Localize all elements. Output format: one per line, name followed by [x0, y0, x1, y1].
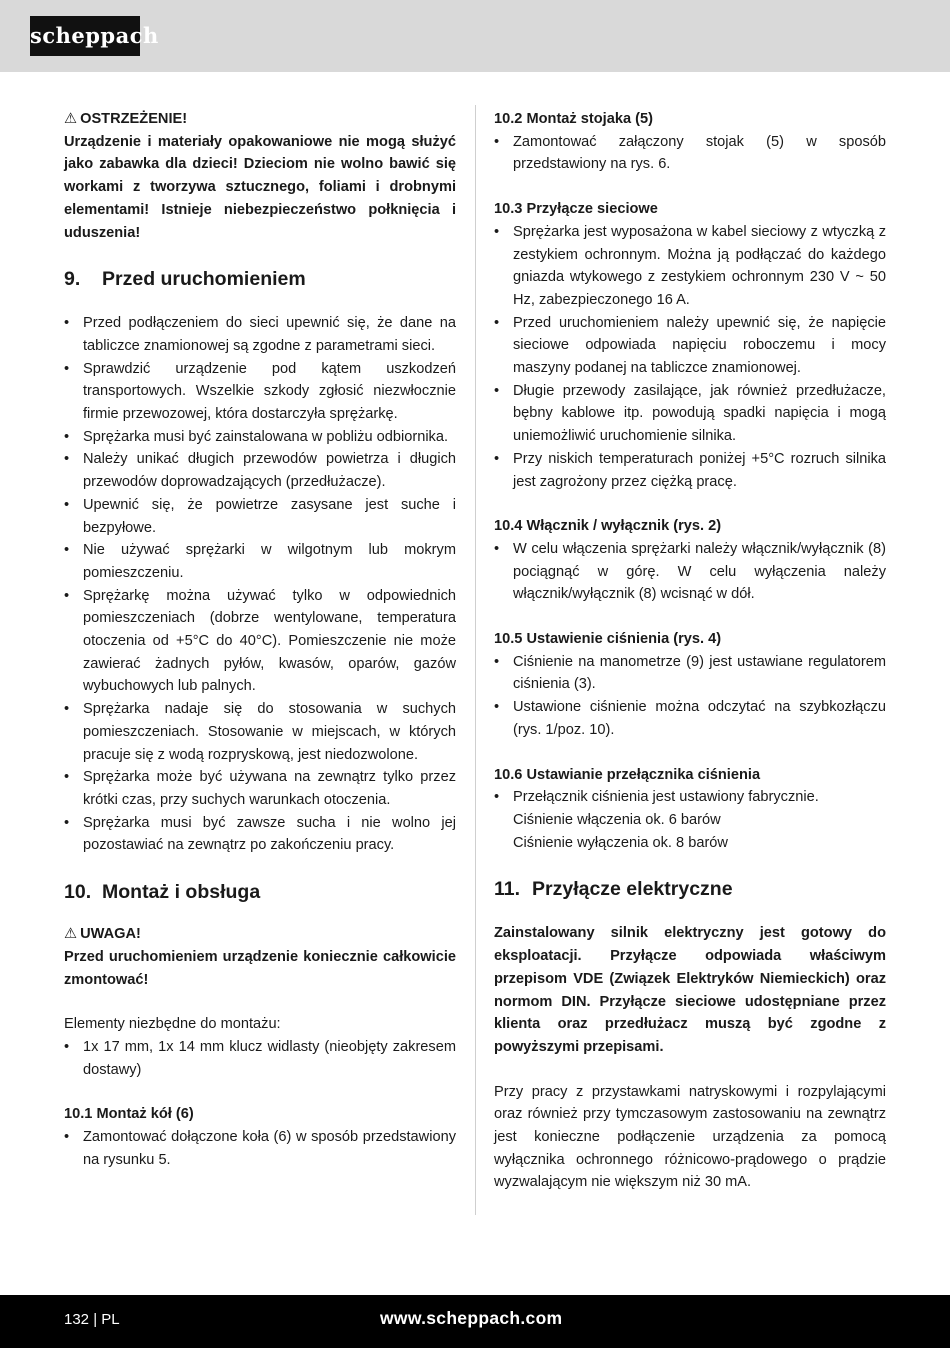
list-item: • Przed uruchomieniem należy upewnić się, że napięcie sieciowe odpowiada napięciu roboczemu i mocy maszyny podanej na tabliczce znamionowej.: [494, 312, 886, 380]
subsection-title: 10.3 Przyłącze sieciowe: [494, 201, 658, 218]
section-number: 10.: [64, 881, 92, 904]
subsection-title: 10.6 Ustawianie przełącznika ciśnienia: [494, 766, 761, 783]
subsection-title: 10.5 Ustawienie ciśnienia (rys. 4): [494, 631, 722, 648]
list-item: • Należy unikać długich przewodów powietrza i długich przewodów doprowadzających (przedłużacze).: [64, 448, 456, 493]
website-link[interactable]: www.scheppach.com: [380, 1308, 563, 1328]
elements-intro: Elementy niezbędne do montażu:: [64, 1016, 281, 1033]
list-item: • Sprężarka jest wyposażona w kabel sieciowy z wtyczką z zestykiem ochronnym. Można ją podłączać do każdego gniazda wtykowego z zestykiem ochronnym 230 V ~ 50 Hz, zabezpieczonego 16 A.: [494, 221, 886, 312]
list-item: • W celu włączenia sprężarki należy włącznik/wyłącznik (8) pociągnąć w górę. W celu wyłączenia należy włącznik/wyłącznik (8) wcisnąć w dół.: [494, 538, 886, 606]
warning-title: OSTRZEŻENIE!: [80, 111, 188, 127]
list-item: • Długie przewody zasilające, jak również przedłużacze, bębny kablowe itp. powodują spadki napięcia i mogą uniemożliwić uruchomienie silnika.: [494, 380, 886, 448]
footer-bar: [0, 1295, 950, 1348]
bullet-list: [494, 221, 886, 493]
subsection-title: 10.1 Montaż kół (6): [64, 1106, 194, 1123]
subsection-title: 10.4 Włącznik / wyłącznik (rys. 2): [494, 518, 722, 535]
warning-triangle-icon: ⚠: [64, 926, 78, 943]
section-title: Przyłącze elektryczne: [532, 878, 733, 901]
warning-triangle-icon: ⚠: [64, 111, 78, 127]
section-number: 9.: [64, 268, 81, 291]
list-item: • Przed podłączeniem do sieci upewnić się, że dane na tabliczce znamionowej są zgodne z parametrami sieci.: [64, 312, 456, 357]
brand-logo: scheppach: [30, 16, 140, 56]
list-item: • 1x 17 mm, 1x 14 mm klucz widlasty (nieobjęty zakresem dostawy): [64, 1036, 456, 1081]
bold-paragraph: Zainstalowany silnik elektryczny jest gotowy do eksploatacji. Przyłącze odpowiada właściwym przepisom VDE (Związek Elektryków Niemieckich) oraz normom DIN. Przyłącze sieciowe udostępniane przez klienta oraz przedłużacz muszą być zgodne z powyższymi przepisami.: [494, 925, 886, 1055]
list-item: • Ciśnienie na manometrze (9) jest ustawiane regulatorem ciśnienia (3).: [494, 651, 886, 696]
switch-on-pressure: Ciśnienie włączenia ok. 6 barów: [513, 811, 721, 828]
bullet-list: [494, 786, 886, 809]
section-title: Montaż i obsługa: [102, 881, 261, 904]
list-item: • Nie używać sprężarki w wilgotnym lub mokrym pomieszczeniu.: [64, 539, 456, 584]
column-divider: [475, 105, 476, 1215]
section-heading: [64, 266, 456, 292]
right-column: [494, 108, 886, 1194]
bullet-list: [494, 131, 886, 176]
list-item: • Sprężarkę można używać tylko w odpowiednich pomieszczeniach (dobrze wentylowane, temperatura otoczenia od +5°C do 40°C). Pomieszczenie nie może zawierać żadnych pyłów, kwasów, oparów, gazów wybuchowych lub palnych.: [64, 585, 456, 699]
bullet-list: [64, 1036, 456, 1081]
warning-block: [64, 108, 456, 244]
header-bar: [0, 0, 950, 72]
list-item: • Ustawione ciśnienie można odczytać na szybkozłączu (rys. 1/poz. 10).: [494, 696, 886, 741]
list-item: • Sprawdzić urządzenie pod kątem uszkodzeń transportowych. Wszelkie szkody zgłosić niezwłocznie firmie przewozowej, która dostarczyła sprężarkę.: [64, 358, 456, 426]
section-number: 11.: [494, 878, 521, 901]
subsection-title: 10.2 Montaż stojaka (5): [494, 111, 653, 127]
list-item: • Sprężarka musi być zawsze sucha i nie wolno jej pozostawiać na zewnątrz po zakończeniu pracy.: [64, 812, 456, 857]
warning-text: Przed uruchomieniem urządzenie koniecznie całkowicie zmontować!: [64, 948, 456, 988]
list-item: • Upewnić się, że powietrze zasysane jest suche i bezpyłowe.: [64, 494, 456, 539]
section-heading: [64, 879, 456, 905]
list-item: • Zamontować dołączone koła (6) w sposób przedstawiony na rysunku 5.: [64, 1126, 456, 1171]
bullet-list: [494, 538, 886, 606]
section-heading: [494, 876, 886, 902]
list-item: • Sprężarka może być używana na zewnątrz tylko przez krótki czas, przy suchych warunkach otoczenia.: [64, 766, 456, 811]
switch-off-pressure: Ciśnienie wyłączenia ok. 8 barów: [513, 834, 728, 851]
list-item: • Przełącznik ciśnienia jest ustawiony fabrycznie.: [494, 786, 886, 809]
bullet-list: [64, 312, 456, 857]
page-number: 132 | PL: [64, 1311, 120, 1328]
warning-block: [64, 923, 456, 991]
warning-title: UWAGA!: [80, 926, 141, 943]
list-item: • Sprężarka nadaje się do stosowania w suchych pomieszczeniach. Stosowanie w miejscach, w których pracuje się z wodą rozpryskową, jest niedozwolone.: [64, 698, 456, 766]
list-item: • Sprężarka musi być zainstalowana w pobliżu odbiornika.: [64, 426, 456, 449]
section-title: Przed uruchomieniem: [102, 268, 306, 291]
bullet-list: [64, 1126, 456, 1171]
pressure-values: [494, 809, 886, 854]
list-item: • Przy niskich temperaturach poniżej +5°C rozruch silnika jest zagrożony przez ciężką pracę.: [494, 448, 886, 493]
bullet-list: [494, 651, 886, 742]
paragraph: Przy pracy z przystawkami natryskowymi i rozpylającymi oraz również przy tymczasowym zastosowaniu na zewnątrz jest konieczne podłączenie urządzenia za pomocą wyłącznika ochronnego różnicowo-prądowego o prądzie wyzwalającym nie większym niż 30 mA.: [494, 1083, 886, 1191]
left-column: [64, 108, 456, 1171]
warning-text: Urządzenie i materiały opakowaniowe nie mogą służyć jako zabawka dla dzieci! Dzieciom nie wolno bawić się workami z tworzywa sztucznego, foliami i drobnymi elementami! Istnieje niebezpieczeństwo połknięcia i uduszenia!: [64, 133, 456, 241]
list-item: • Zamontować załączony stojak (5) w sposób przedstawiony na rys. 6.: [494, 131, 886, 176]
